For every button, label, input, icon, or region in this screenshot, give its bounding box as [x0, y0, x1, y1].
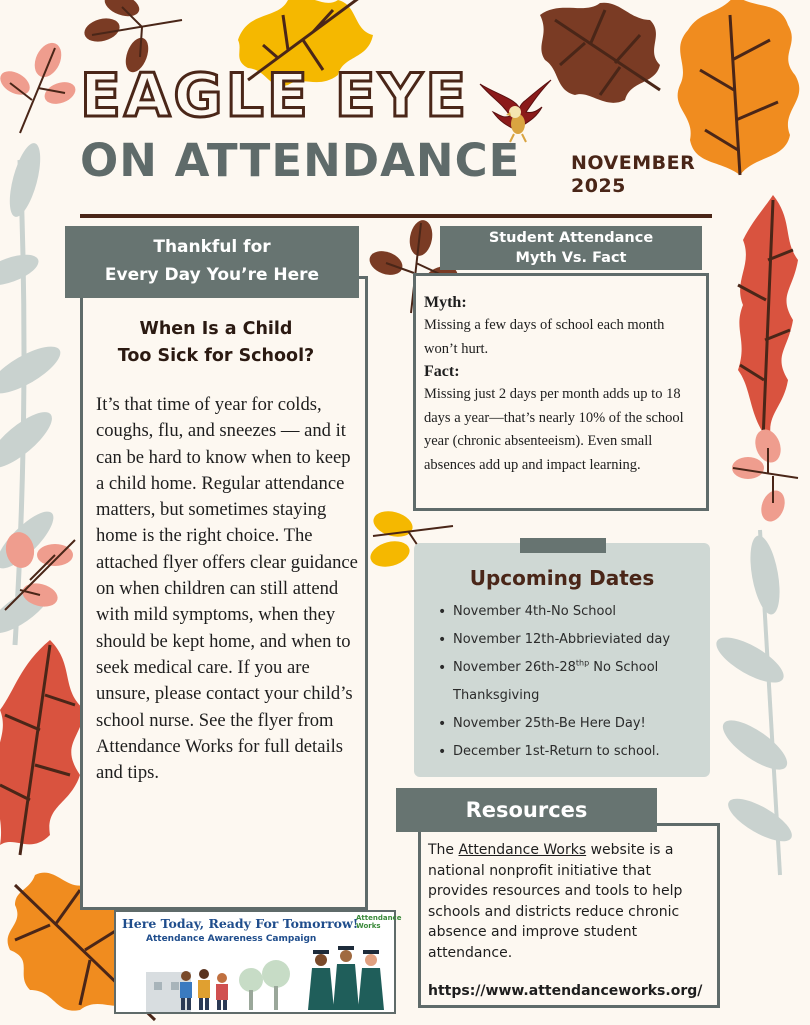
- attendance-works-logo: [356, 914, 402, 930]
- attendance-works-url[interactable]: https://www.attendanceworks.org/: [428, 983, 703, 999]
- issue-month: NOVEMBER: [571, 152, 696, 174]
- thankful-heading-line2: Every Day You’re Here: [104, 265, 320, 285]
- red-oak-leaf-left-icon: [0, 635, 90, 865]
- gray-fern-right-icon: [720, 520, 795, 880]
- fact-label: Fact:: [424, 363, 460, 380]
- issue-date: [571, 152, 695, 198]
- resources-text-after: website is a national nonprofit initiative that provides resources and tools to help schools and districts reduce chronic absence and improve student attendance.: [428, 842, 683, 961]
- myth-fact-heading: [440, 226, 702, 270]
- pink-leaf-sprig-left-icon: [0, 38, 80, 133]
- list-item: [438, 654, 708, 710]
- red-oak-leaf-right-icon: [728, 190, 798, 450]
- date-text: November 4th-No School: [453, 604, 617, 619]
- list-item: [438, 598, 708, 626]
- date-text: November 26th-28: [453, 660, 576, 675]
- list-item: [438, 710, 708, 738]
- tape-decoration: [520, 538, 606, 553]
- issue-year: 2025: [571, 175, 626, 197]
- list-item: [438, 626, 708, 654]
- thankful-section-heading: [65, 226, 359, 298]
- date-text: November 25th-Be Here Day!: [453, 716, 646, 731]
- newsletter-title-line1: EAGLE EYE: [80, 61, 470, 131]
- date-text: No School Thanksgiving: [453, 660, 659, 703]
- sick-article-body: It’s that time of year for colds, coughs, flu, and sneezes — and it can be hard to know when to keep a child home. Regular attendance matters, but sometimes staying home is the right choice. The attached flyer offers clear guidance on when children can still attend with mild symptoms, when they should be kept home, and when to seek medical care. If you are unsure, please contact your child’s school nurse. See the flyer from Attendance Works for full details and tips.: [96, 394, 358, 784]
- date-superscript: thp: [575, 658, 590, 668]
- pink-leaf-sprig-right-icon: [728, 428, 798, 523]
- campaign-banner: [114, 910, 402, 1014]
- date-text: December 1st-Return to school.: [453, 744, 660, 759]
- banner-title: Here Today, Ready For Tomorrow!: [122, 916, 359, 931]
- eagle-mascot-icon: [478, 74, 553, 144]
- header-divider: [80, 214, 712, 218]
- upcoming-dates-title: Upcoming Dates: [469, 566, 655, 590]
- sick-article-title: [96, 316, 336, 370]
- myth-label: Myth:: [424, 294, 467, 311]
- myth-fact-box: [413, 273, 709, 511]
- date-text: November 12th-Abbrieviated day: [453, 632, 671, 647]
- banner-subtitle: Attendance Awareness Campaign: [146, 934, 317, 944]
- myth-text: Missing a few days of school each month won’t hurt.: [424, 317, 665, 357]
- newsletter-title-line2: ON ATTENDANCE: [80, 134, 521, 187]
- myth-heading-line2: Myth Vs. Fact: [515, 250, 627, 266]
- sick-title-line1: When Is a Child: [139, 319, 293, 339]
- upcoming-dates-list: [438, 598, 708, 766]
- logo-line1: Attendance: [356, 914, 402, 922]
- campaign-illustration: [116, 942, 398, 1014]
- resources-text-before: The: [428, 842, 459, 858]
- logo-line2: Works: [356, 922, 381, 930]
- resources-heading: Resources: [396, 788, 657, 832]
- pink-leaf-sprig-left-middle-icon: [0, 530, 80, 615]
- resources-text: [428, 840, 712, 963]
- myth-heading-line1: Student Attendance: [488, 230, 654, 246]
- sick-title-line2: Too Sick for School?: [117, 346, 315, 366]
- fact-text: Missing just 2 days per month adds up to 18 days a year—that’s nearly 10% of the school year (chronic absenteeism). Even small absences add up and impact learning.: [424, 386, 684, 473]
- thankful-heading-line1: Thankful for: [153, 237, 271, 257]
- attendance-works-link[interactable]: Attendance Works: [458, 842, 587, 858]
- list-item: [438, 738, 708, 766]
